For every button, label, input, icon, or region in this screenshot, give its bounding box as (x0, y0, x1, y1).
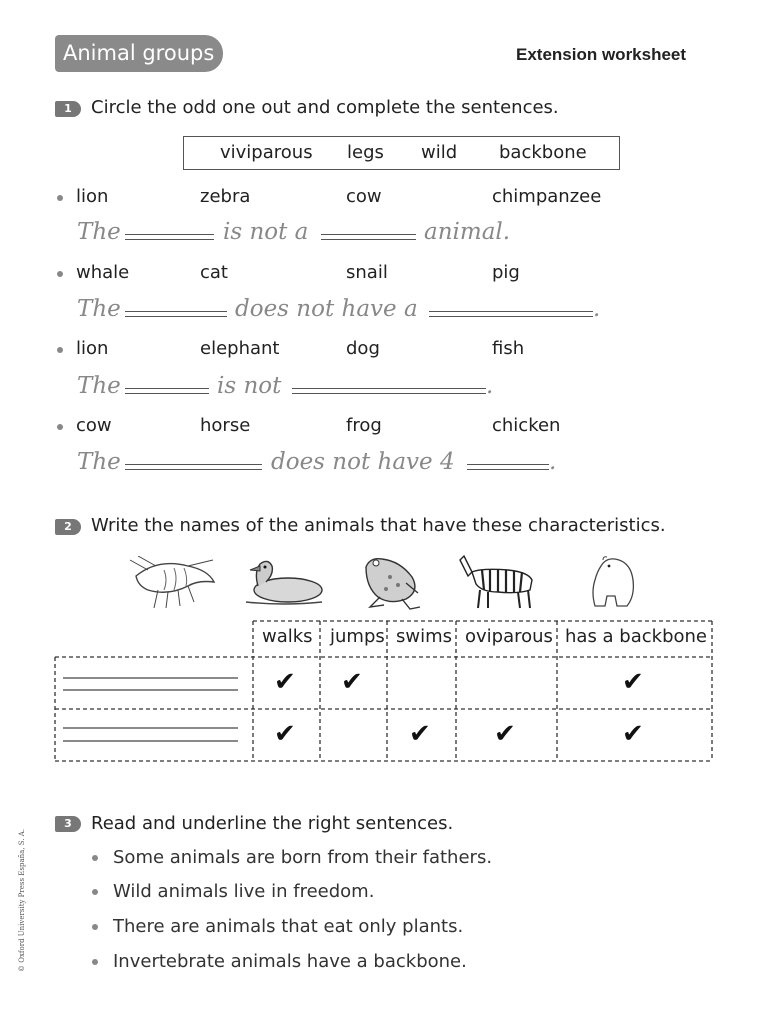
sentence-option-text: Some animals are born from their fathers. (113, 847, 493, 868)
column-header-swims: swims (396, 626, 453, 647)
polar-bear-icon (587, 552, 641, 610)
copyright-notice: © Oxford University Press España, S. A. (18, 828, 26, 972)
answer-blank[interactable] (125, 464, 262, 470)
option-word[interactable]: pig (492, 262, 520, 283)
column-header-has-a-backbone: has a backbone (565, 626, 707, 647)
frog-icon (360, 553, 424, 611)
sentence-option-text: There are animals that eat only plants. (113, 916, 464, 937)
word-box-word: legs (347, 142, 384, 163)
answer-blank[interactable] (321, 234, 416, 240)
tick-mark: ✔ (494, 719, 516, 749)
answer-blank[interactable] (125, 234, 214, 240)
sentence-text: . (486, 373, 494, 399)
sentence-text: animal. (424, 219, 511, 245)
sentence-option-text: Wild animals live in freedom. (113, 881, 375, 902)
tick-mark: ✔ (622, 667, 644, 697)
answer-blank[interactable] (125, 388, 209, 394)
sentence-text: The (77, 219, 121, 245)
exercise-1-number: 1 (55, 101, 81, 117)
option-word[interactable]: zebra (200, 186, 251, 207)
word-box-word: viviparous (220, 142, 313, 163)
duck-icon (240, 558, 326, 606)
exercise-3-number: 3 (55, 816, 81, 832)
worksheet-subtitle: Extension worksheet (516, 45, 687, 64)
worksheet-title: Animal groups (55, 35, 223, 72)
option-word[interactable]: dog (346, 338, 380, 359)
tick-mark: ✔ (622, 719, 644, 749)
sentence-text: does not have a (235, 296, 418, 322)
tick-mark: ✔ (341, 667, 363, 697)
option-word[interactable]: lion (76, 338, 109, 359)
tick-mark: ✔ (409, 719, 431, 749)
sentence-text: does not have 4 (271, 449, 455, 475)
column-header-oviparous: oviparous (465, 626, 553, 647)
word-box (183, 136, 620, 170)
zebra-icon (458, 550, 542, 610)
tick-mark: ✔ (274, 719, 296, 749)
option-word[interactable]: snail (346, 262, 388, 283)
column-header-jumps: jumps (330, 626, 385, 647)
sentence-text: . (593, 296, 601, 322)
answer-blank[interactable] (429, 311, 593, 317)
sentence-option-text: Invertebrate animals have a backbone. (113, 951, 467, 972)
option-word[interactable]: chimpanzee (492, 186, 602, 207)
answer-blank[interactable] (467, 464, 549, 470)
option-word[interactable]: chicken (492, 415, 561, 436)
option-word[interactable]: cat (200, 262, 228, 283)
exercise-2-instruction: Write the names of the animals that have these characteristics. (91, 515, 666, 536)
animal-name-field-2[interactable] (63, 722, 238, 744)
option-word[interactable]: elephant (200, 338, 280, 359)
sentence-text: is not (217, 373, 282, 399)
shrimp-icon (128, 556, 218, 610)
exercise-2-number: 2 (55, 519, 81, 535)
sentence-text: . (549, 449, 557, 475)
word-box-word: backbone (499, 142, 587, 163)
option-word[interactable]: lion (76, 186, 109, 207)
option-word[interactable]: fish (492, 338, 525, 359)
answer-blank[interactable] (125, 311, 227, 317)
option-word[interactable]: horse (200, 415, 251, 436)
sentence-text: The (77, 373, 121, 399)
sentence-text: is not a (223, 219, 309, 245)
option-word[interactable]: frog (346, 415, 382, 436)
tick-mark: ✔ (274, 667, 296, 697)
sentence-text: The (77, 296, 121, 322)
animal-name-field-1[interactable] (63, 672, 238, 694)
word-box-word: wild (421, 142, 458, 163)
option-word[interactable]: cow (76, 415, 112, 436)
option-word[interactable]: cow (346, 186, 382, 207)
column-header-walks: walks (262, 626, 313, 647)
answer-blank[interactable] (292, 388, 486, 394)
exercise-3-instruction: Read and underline the right sentences. (91, 813, 454, 834)
option-word[interactable]: whale (76, 262, 130, 283)
sentence-text: The (77, 449, 121, 475)
exercise-1-instruction: Circle the odd one out and complete the sentences. (91, 97, 559, 118)
